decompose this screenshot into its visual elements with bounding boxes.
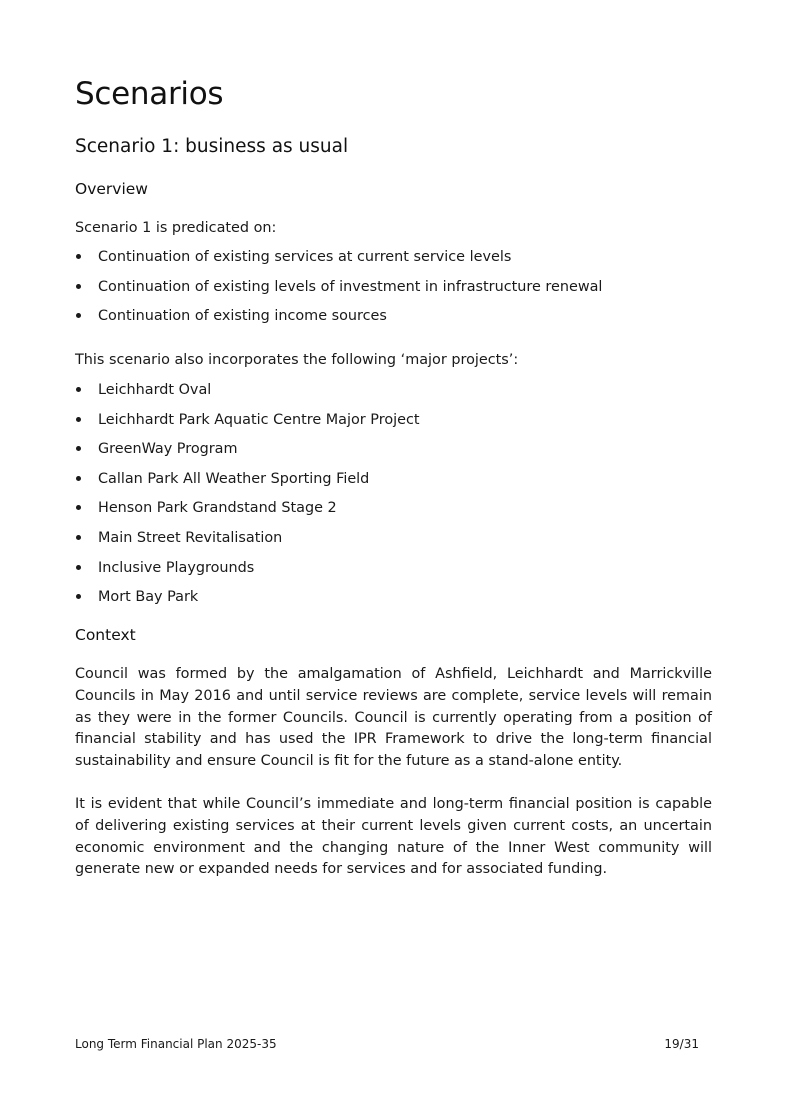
bullet-icon xyxy=(76,505,81,510)
scenario-bullet-list xyxy=(75,246,602,335)
bullet-icon xyxy=(76,594,81,599)
bullet-icon xyxy=(76,565,81,570)
list-item xyxy=(75,438,420,468)
list-item-text: Leichhardt Oval xyxy=(98,382,212,398)
bullet-icon xyxy=(76,446,81,451)
projects-intro: This scenario also incorporates the following ‘major projects’: xyxy=(75,352,519,368)
bullet-icon xyxy=(76,535,81,540)
list-item-text: Leichhardt Park Aquatic Centre Major Project xyxy=(98,411,420,428)
list-item-text: Continuation of existing income sources xyxy=(98,308,387,325)
list-item xyxy=(75,409,420,439)
list-item xyxy=(75,586,420,616)
bullet-icon xyxy=(76,417,81,422)
list-item xyxy=(75,497,420,527)
list-item xyxy=(75,468,420,498)
bullet-icon xyxy=(76,387,81,392)
bullet-icon xyxy=(76,254,81,259)
list-item-text: Main Street Revitalisation xyxy=(98,529,283,546)
overview-intro: Scenario 1 is predicated on: xyxy=(75,220,277,236)
list-item xyxy=(75,379,420,409)
page-title: Scenarios xyxy=(75,76,224,112)
footer-document-title: Long Term Financial Plan 2025-35 xyxy=(75,1037,277,1051)
list-item xyxy=(75,527,420,557)
bullet-icon xyxy=(76,313,81,318)
bullet-icon xyxy=(76,476,81,481)
context-heading: Context xyxy=(75,626,136,644)
context-paragraph-2: It is evident that while Council’s immediate and long-term financial position is capable of delivering existing services at their current levels given current costs, an uncertain economic environment and the changing nature of the Inner West community will generate new or expanded needs for services and for associated funding. xyxy=(75,796,712,878)
list-item-text: GreenWay Program xyxy=(98,441,238,458)
list-item xyxy=(75,305,602,335)
list-item-text: Continuation of existing services at current service levels xyxy=(98,249,512,265)
list-item-text: Inclusive Playgrounds xyxy=(98,559,255,576)
section-subtitle: Scenario 1: business as usual xyxy=(75,136,349,157)
list-item-text: Henson Park Grandstand Stage 2 xyxy=(98,500,337,517)
list-item-text: Continuation of existing levels of investment in infrastructure renewal xyxy=(98,278,603,295)
major-projects-list xyxy=(75,379,420,616)
bullet-icon xyxy=(76,284,81,289)
context-paragraph-1: Council was formed by the amalgamation of Ashfield, Leichhardt and Marrickville Councils in May 2016 and until service reviews are complete, service levels will remain as they were in the former Councils. Council is currently operating from a position of financial stability and has used the IPR Framework to drive the long-term financial sustainability and ensure Council is fit for the future as a stand-alone entity. xyxy=(75,666,712,770)
list-item xyxy=(75,246,602,276)
overview-heading: Overview xyxy=(75,180,148,198)
list-item-text: Mort Bay Park xyxy=(98,589,199,606)
list-item xyxy=(75,557,420,587)
list-item xyxy=(75,276,602,306)
list-item-text: Callan Park All Weather Sporting Field xyxy=(98,470,370,487)
footer-page-number: 19/31 xyxy=(664,1037,699,1051)
